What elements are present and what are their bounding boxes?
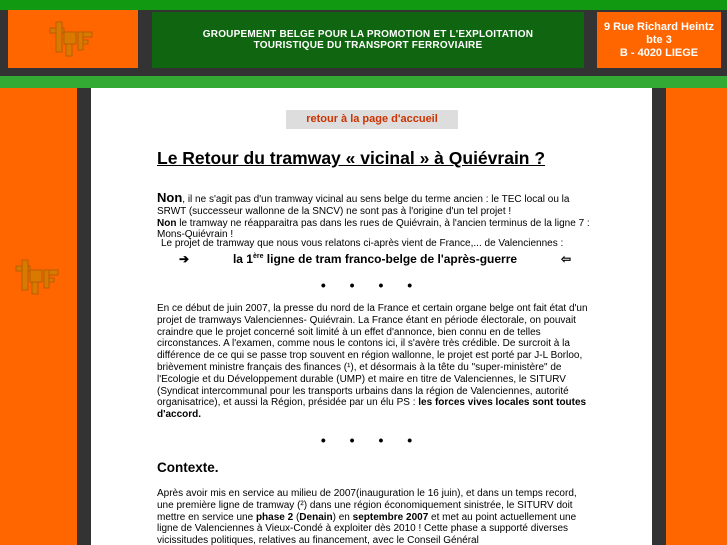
highlight-text: la 1ère ligne de tram franco-belge de l'après-guerre xyxy=(232,252,518,266)
intro-paragraph xyxy=(157,192,597,241)
header-top-stripe xyxy=(0,0,727,10)
separator-dots: • • • • xyxy=(320,277,423,293)
title-line-1: GROUPEMENT BELGE POUR LA PROMOTION ET L'EXPLOITATION xyxy=(202,29,534,40)
main-content xyxy=(91,88,652,545)
paragraph-2: Après avoir mis en service au milieu de 2007(inauguration le 16 juin), et dans un temps record, une première ligne de tramway (²) dans une région économiquement sinistrée, le SITURV doit mettre en service une phase 2 (Denain) en septembre 2007 et met au point actuellement une ligne de Valenciennes à Vieux-Condé à exploiter dès 2010 ! Cette phase a supporté diverses vicissitudes politiques, relatives au financement, avec le Conseil Général xyxy=(157,488,577,545)
header-logo[interactable] xyxy=(8,10,138,68)
gtf-side-logo-icon xyxy=(12,258,68,308)
gtf-logo-icon xyxy=(8,10,138,68)
separator-dots-2: • • • • xyxy=(320,432,423,448)
intro-text: , il ne s'agit pas d'un tramway vicinal au sens belge du terme ancien : le TEC local ou la SRWT (successeur wallonne de la SNCV) ne sont pas à l'origine d'un tel projet ! xyxy=(157,194,570,217)
header-bottom-bar xyxy=(0,76,727,88)
organization-title xyxy=(152,12,584,68)
title-line-2: TOURISTIQUE DU TRANSPORT FERROVIAIRE xyxy=(253,40,483,51)
address-line-2: bte 3 xyxy=(646,33,672,46)
address-box xyxy=(597,12,721,68)
intro2-text: le tramway ne réapparaitra pas dans les rues de Quiévrain, à l'ancien terminus de la ligne 7 : Mons-Quiévrain ! xyxy=(157,217,590,241)
paragraph-1-strong: les forces vives locales sont toutes d'accord. xyxy=(157,397,587,421)
highlight-line xyxy=(179,252,571,266)
right-divider xyxy=(652,88,666,545)
paragraph-1: En ce début de juin 2007, la presse du nord de la France et certain organe belge ont fait état d'un projet de tramways Valenciennes- Quiévrain. La France étant en période électorale, on pouvait craindre que le projet concerné soit limité à un effet d'annonce, bien connu en de telles circonstances. A l'examen, comme nous le contons ici, il s'avère très crédible. De surcroit à la différence de ce qui se passe trop souvent en région wallonne, le projet est porté par J-L Borloo, brièvement ministre français des finances (¹), et désormais à la tête du "super-ministère" de l'Ecologie et du Développement durable (UMP) et maire en titre de Valenciennes, le SITURV (Syndicat intercommunal pour les transports urbains dans la région de Valenciennes, autorité organisatrice), et aussi la Région, présidée par un élu PS : les forces vives locales sont toutes d'accord. xyxy=(157,303,588,421)
right-sidebar xyxy=(666,88,727,545)
intro2-strong: Non xyxy=(157,217,177,229)
address-line-1: 9 Rue Richard Heintz xyxy=(603,20,715,33)
intro-strong: Non xyxy=(157,190,183,205)
arrow-right-icon: ➔ xyxy=(179,252,190,266)
arrow-left-icon: ⇦ xyxy=(560,252,571,266)
page-title: Le Retour du tramway « vicinal » à Quiévrain ? xyxy=(157,148,546,168)
address-line-3: B - 4020 LIEGE xyxy=(619,46,699,59)
section-heading-context: Contexte. xyxy=(157,460,219,475)
home-link-button[interactable]: retour à la page d'accueil xyxy=(286,110,458,129)
intro3-text: Le projet de tramway que nous vous relatons ci-après vient de France,... de Valenciennes : xyxy=(161,238,564,249)
left-divider xyxy=(77,88,91,545)
left-sidebar xyxy=(0,88,77,545)
